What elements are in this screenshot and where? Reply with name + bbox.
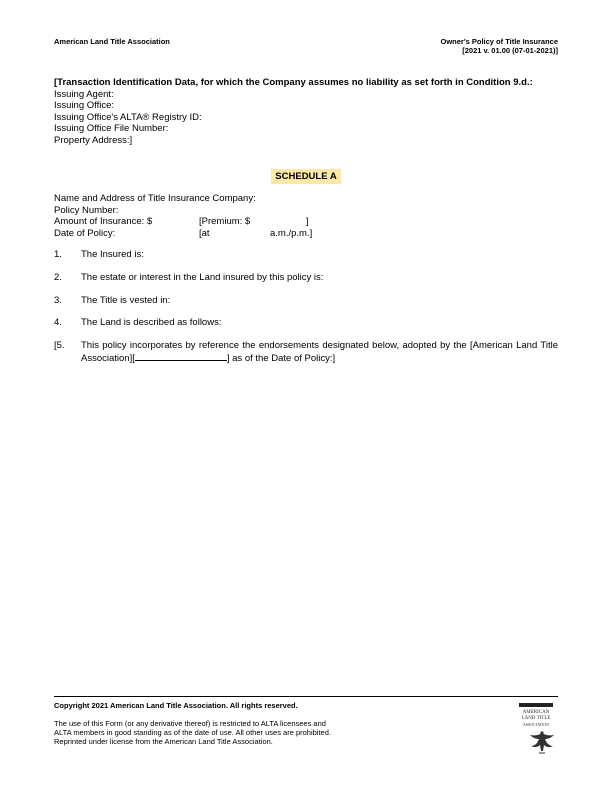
ampm-label: a.m./p.m.] bbox=[270, 227, 313, 239]
schedule-items bbox=[54, 249, 558, 376]
item-number: 2. bbox=[54, 271, 62, 283]
policy-number-label: Policy Number: bbox=[54, 204, 119, 216]
property-address-label: Property Address:] bbox=[54, 134, 133, 146]
office-file-number-label: Issuing Office File Number: bbox=[54, 123, 169, 135]
schedule-heading bbox=[0, 166, 612, 184]
list-item bbox=[54, 295, 558, 307]
license-line: ALTA members in good standing as of the date of use. All other uses are prohibited. bbox=[54, 727, 331, 737]
item-number: 1. bbox=[54, 249, 62, 260]
header-form-title bbox=[440, 37, 558, 55]
list-item bbox=[54, 272, 558, 284]
header-org-name: American Land Title Association bbox=[54, 37, 170, 46]
premium-label: [Premium: $ bbox=[199, 216, 251, 228]
header-policy-name: Owner's Policy of Title Insurance bbox=[440, 37, 558, 46]
item-text bbox=[81, 340, 558, 364]
item-text: The estate or interest in the Land insured by this policy is: bbox=[81, 271, 324, 283]
amount-label: Amount of Insurance: $ bbox=[54, 216, 153, 228]
license-notice bbox=[54, 720, 374, 746]
transaction-intro: [Transaction Identification Data, for which the Company assumes no liability as set forth in Condition 9.d.: bbox=[54, 77, 533, 88]
date-label: Date of Policy: bbox=[54, 227, 116, 239]
copyright-notice: Copyright 2021 American Land Title Association. All rights reserved. bbox=[54, 701, 298, 710]
list-item-endorsements bbox=[54, 340, 558, 364]
item-number: 3. bbox=[54, 294, 62, 306]
list-item bbox=[54, 249, 558, 261]
item-text: The Title is vested in: bbox=[81, 294, 171, 306]
item-text: The Insured is: bbox=[81, 249, 144, 260]
transaction-data-block bbox=[54, 77, 533, 147]
logo-line: LAND TITLE bbox=[521, 716, 551, 721]
company-label: Name and Address of Title Insurance Company: bbox=[54, 193, 256, 204]
header-version: [2021 v. 01.00 (07-01-2021)] bbox=[462, 46, 558, 55]
endorsement-blank-line bbox=[135, 352, 227, 361]
endorsement-text-before: This policy incorporates by reference the endorsements designated below, adopted by the [American Land Title Association][ bbox=[81, 340, 558, 364]
logo-line: ASSOCIATION bbox=[522, 722, 550, 727]
logo-bar bbox=[519, 703, 553, 707]
premium-close: ] bbox=[306, 216, 309, 228]
time-at-label: [at bbox=[199, 227, 210, 239]
endorsement-text-after: ] as of the Date of Policy:] bbox=[226, 352, 336, 364]
item-number: [5. bbox=[54, 340, 65, 352]
eagle-emblem-icon bbox=[527, 729, 557, 755]
policy-info-block bbox=[54, 193, 354, 239]
license-line: Reprinted under license from the American Land Title Association. bbox=[54, 736, 273, 746]
registry-id-label: Issuing Office's ALTA® Registry ID: bbox=[54, 111, 202, 123]
footer-divider bbox=[54, 696, 558, 697]
issuing-office-label: Issuing Office: bbox=[54, 100, 115, 112]
license-line: The use of this Form (or any derivative thereof) is restricted to ALTA licensees and bbox=[54, 719, 326, 728]
item-number: 4. bbox=[54, 317, 62, 329]
item-text: The Land is described as follows: bbox=[81, 317, 222, 329]
issuing-agent-label: Issuing Agent: bbox=[54, 88, 114, 100]
schedule-title: SCHEDULE A bbox=[271, 169, 340, 184]
list-item bbox=[54, 317, 558, 329]
logo-line: AMERICAN bbox=[522, 710, 550, 715]
alta-logo bbox=[513, 703, 559, 755]
